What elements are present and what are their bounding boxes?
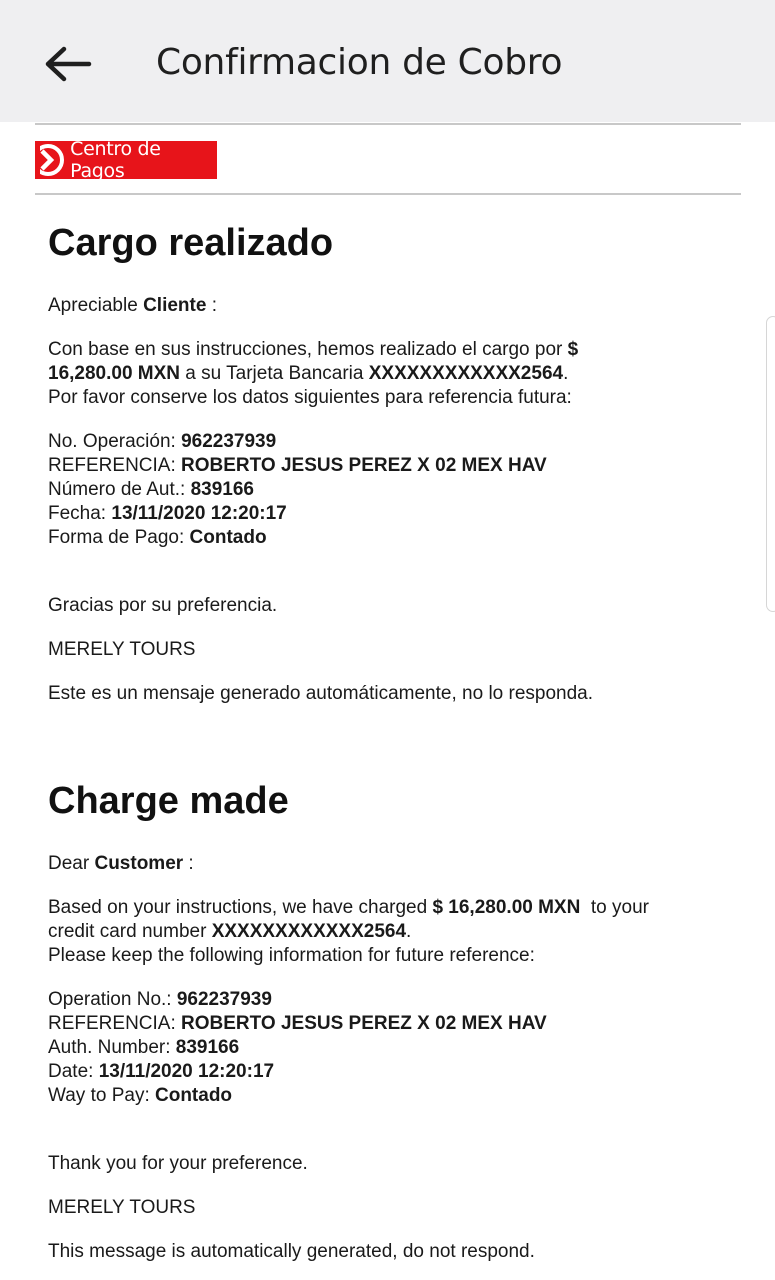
logo-text: Centro de Pagos — [70, 138, 161, 182]
email-body — [48, 216, 728, 1264]
auto-message-es: Este es un mensaje generado automáticamente, no lo responda. — [48, 683, 594, 704]
back-button[interactable] — [38, 36, 96, 92]
page-title: Confirmacion de Cobro — [156, 42, 563, 83]
greeting-en: Dear Customer : — [48, 853, 194, 874]
scrollbar[interactable] — [766, 316, 775, 612]
arrow-left-icon — [42, 46, 92, 82]
divider — [35, 123, 741, 125]
app-bar — [0, 0, 775, 122]
details-en: Operation No.: 962237939 REFERENCIA: ROBERTO JESUS PEREZ X 02 MEX HAV Auth. Number: 839166 Date: 13/11/2020 12:20:17 Way to Pay: Contado — [48, 989, 547, 1106]
divider — [35, 193, 741, 195]
thanks-es: Gracias por su preferencia. — [48, 595, 278, 616]
heading-en: Charge made — [48, 780, 289, 822]
centro-de-pagos-logo — [35, 138, 217, 182]
logo-chevron-icon — [35, 141, 68, 179]
charge-paragraph-es: Con base en sus instrucciones, hemos realizado el cargo por $ 16,280.00 MXN a su Tarjeta Bancaria XXXXXXXXXXXX2564. Por favor conserve los datos siguientes para referencia futura: — [48, 339, 579, 408]
auto-message-en: This message is automatically generated, do not respond. — [48, 1241, 535, 1262]
company-es: MERELY TOURS — [48, 639, 196, 660]
charge-paragraph-en: Based on your instructions, we have charged $ 16,280.00 MXN to your credit card number XXXXXXXXXXXX2564. Please keep the following information for future reference: — [48, 897, 649, 966]
thanks-en: Thank you for your preference. — [48, 1153, 308, 1174]
greeting-es: Apreciable Cliente : — [48, 295, 217, 316]
heading-es: Cargo realizado — [48, 222, 334, 264]
company-en: MERELY TOURS — [48, 1197, 196, 1218]
details-es: No. Operación: 962237939 REFERENCIA: ROBERTO JESUS PEREZ X 02 MEX HAV Número de Aut.: 839166 Fecha: 13/11/2020 12:20:17 Forma de Pago: Contado — [48, 431, 547, 548]
